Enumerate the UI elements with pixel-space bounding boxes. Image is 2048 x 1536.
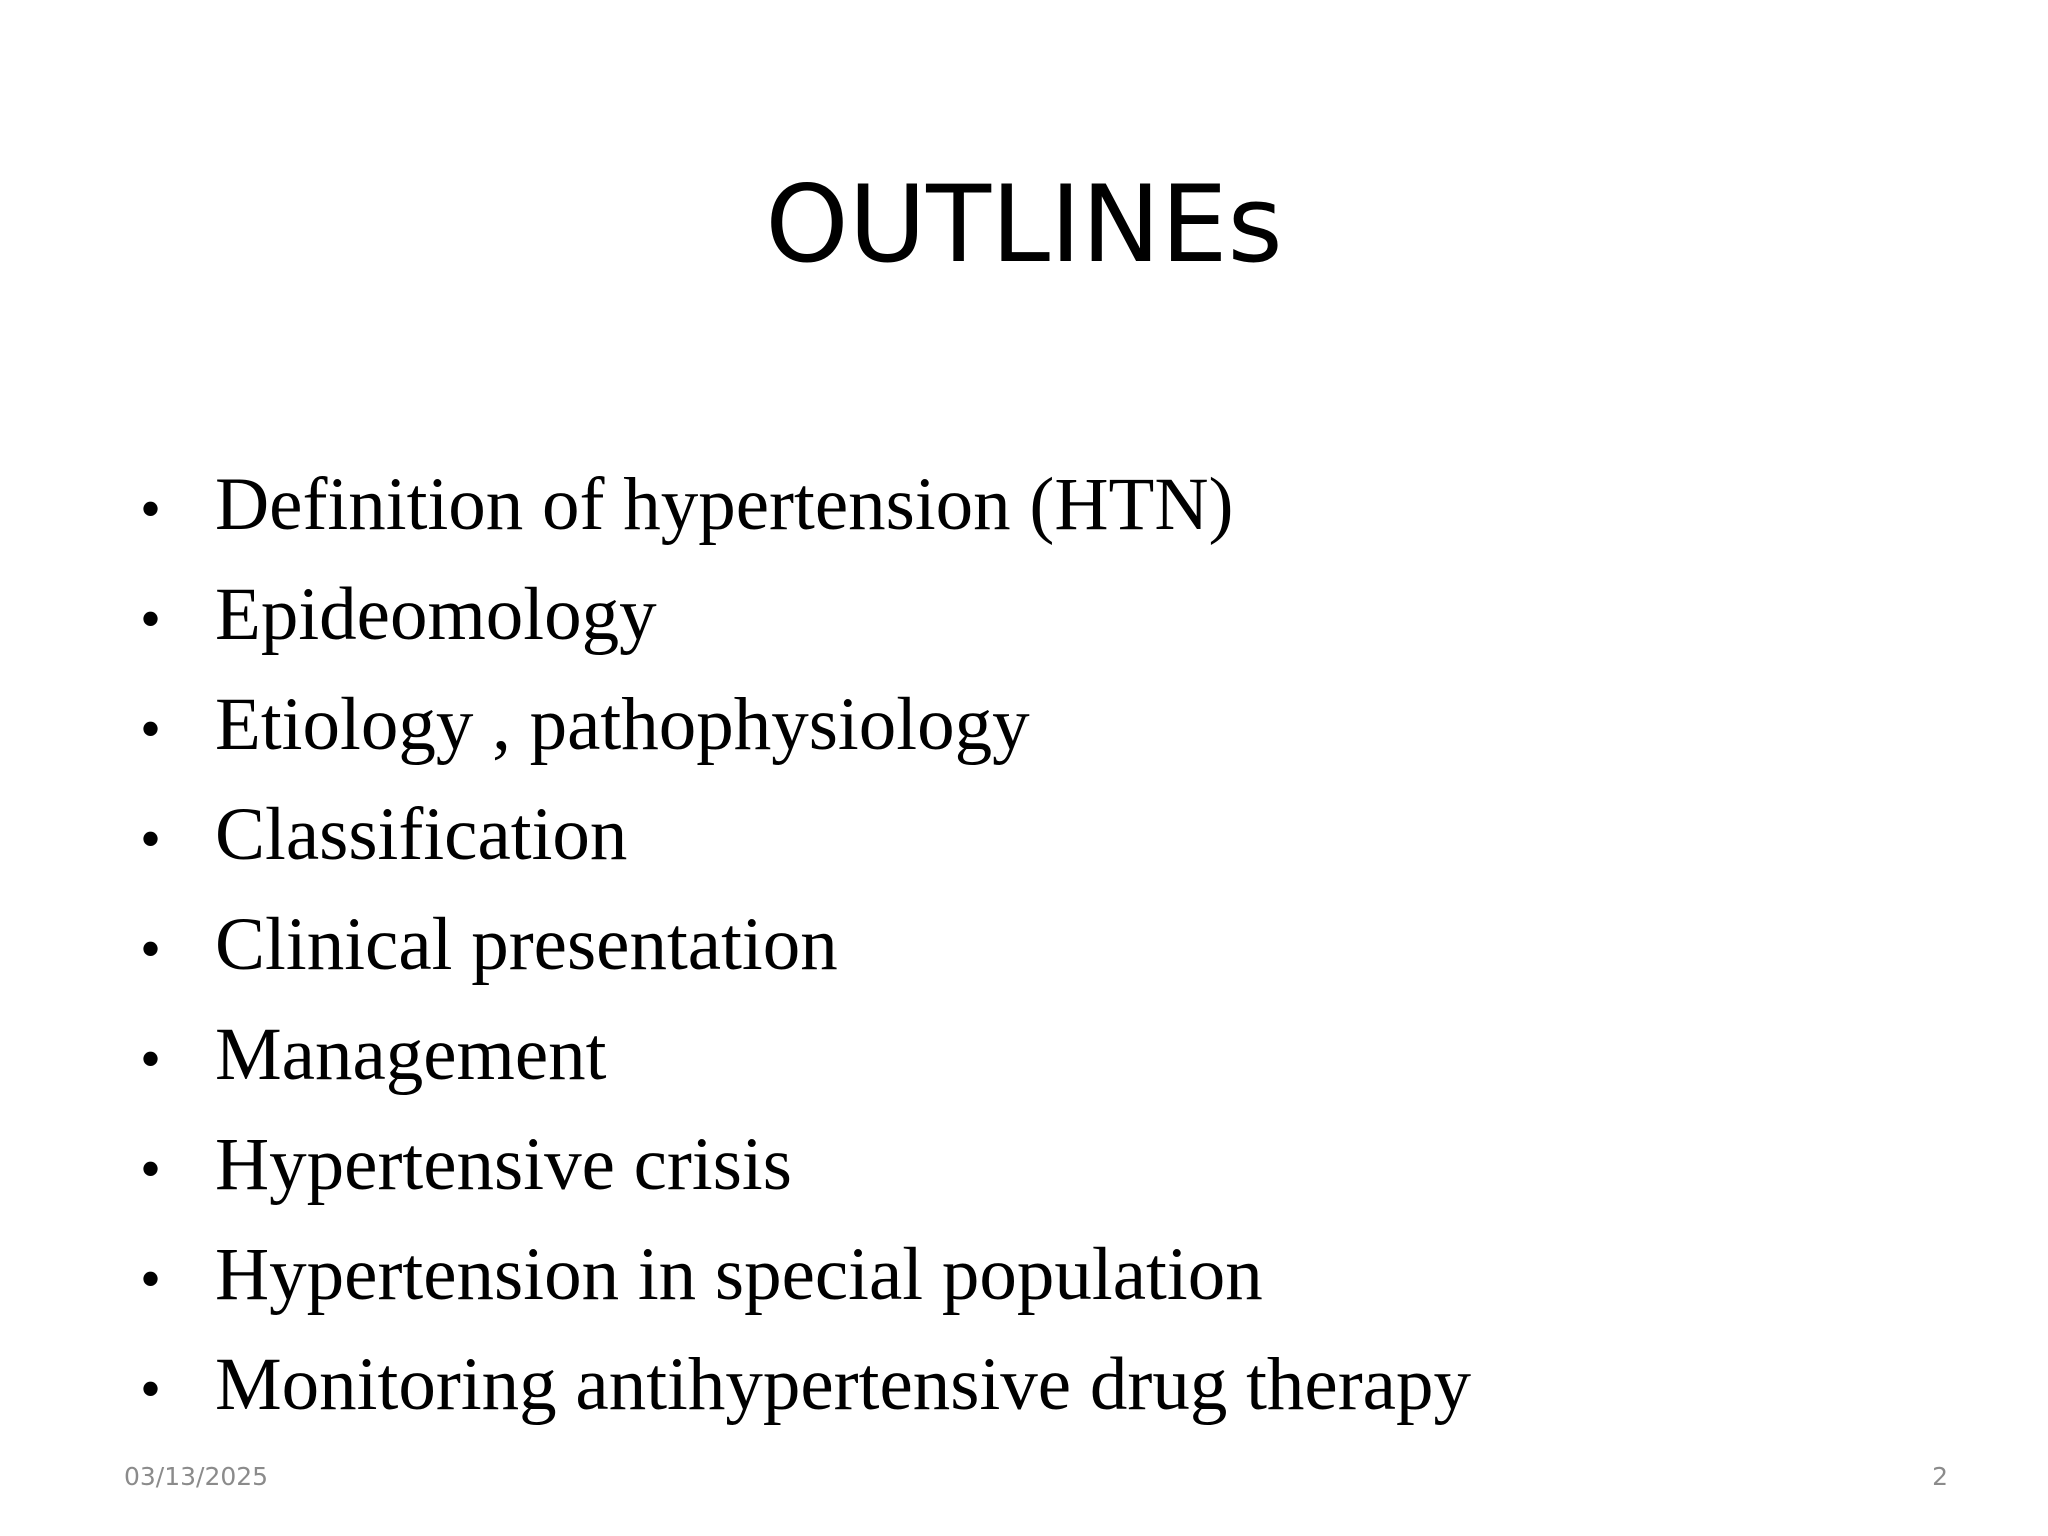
list-item-text: Definition of hypertension (HTN) bbox=[215, 463, 1234, 546]
bullet-icon: • bbox=[140, 696, 162, 762]
list-item bbox=[140, 1000, 1940, 1110]
list-item-text: Hypertensive crisis bbox=[215, 1123, 792, 1206]
footer-date: 03/13/2025 bbox=[124, 1462, 269, 1491]
bullet-icon: • bbox=[140, 916, 162, 982]
list-item bbox=[140, 450, 1940, 560]
bullet-icon: • bbox=[140, 476, 162, 542]
list-item bbox=[140, 1110, 1940, 1220]
list-item bbox=[140, 890, 1940, 1000]
list-item-text: Monitoring antihypertensive drug therapy bbox=[215, 1343, 1471, 1426]
list-item-text: Etiology , pathophysiology bbox=[215, 683, 1030, 766]
outline-list bbox=[140, 450, 1940, 1440]
bullet-icon: • bbox=[140, 1136, 162, 1202]
list-item bbox=[140, 1220, 1940, 1330]
list-item bbox=[140, 780, 1940, 890]
page-number: 2 bbox=[1932, 1462, 1948, 1491]
list-item-text: Management bbox=[215, 1013, 607, 1096]
list-item bbox=[140, 1330, 1940, 1440]
list-item-text: Epideomology bbox=[215, 573, 657, 656]
bullet-icon: • bbox=[140, 586, 162, 652]
bullet-icon: • bbox=[140, 1246, 162, 1312]
bullet-icon: • bbox=[140, 1356, 162, 1422]
slide-title: OUTLINEs bbox=[765, 163, 1283, 286]
bullet-icon: • bbox=[140, 1026, 162, 1092]
list-item bbox=[140, 560, 1940, 670]
list-item bbox=[140, 670, 1940, 780]
list-item-text: Classification bbox=[215, 793, 628, 876]
list-item-text: Clinical presentation bbox=[215, 903, 838, 986]
bullet-icon: • bbox=[140, 806, 162, 872]
list-item-text: Hypertension in special population bbox=[215, 1233, 1263, 1316]
